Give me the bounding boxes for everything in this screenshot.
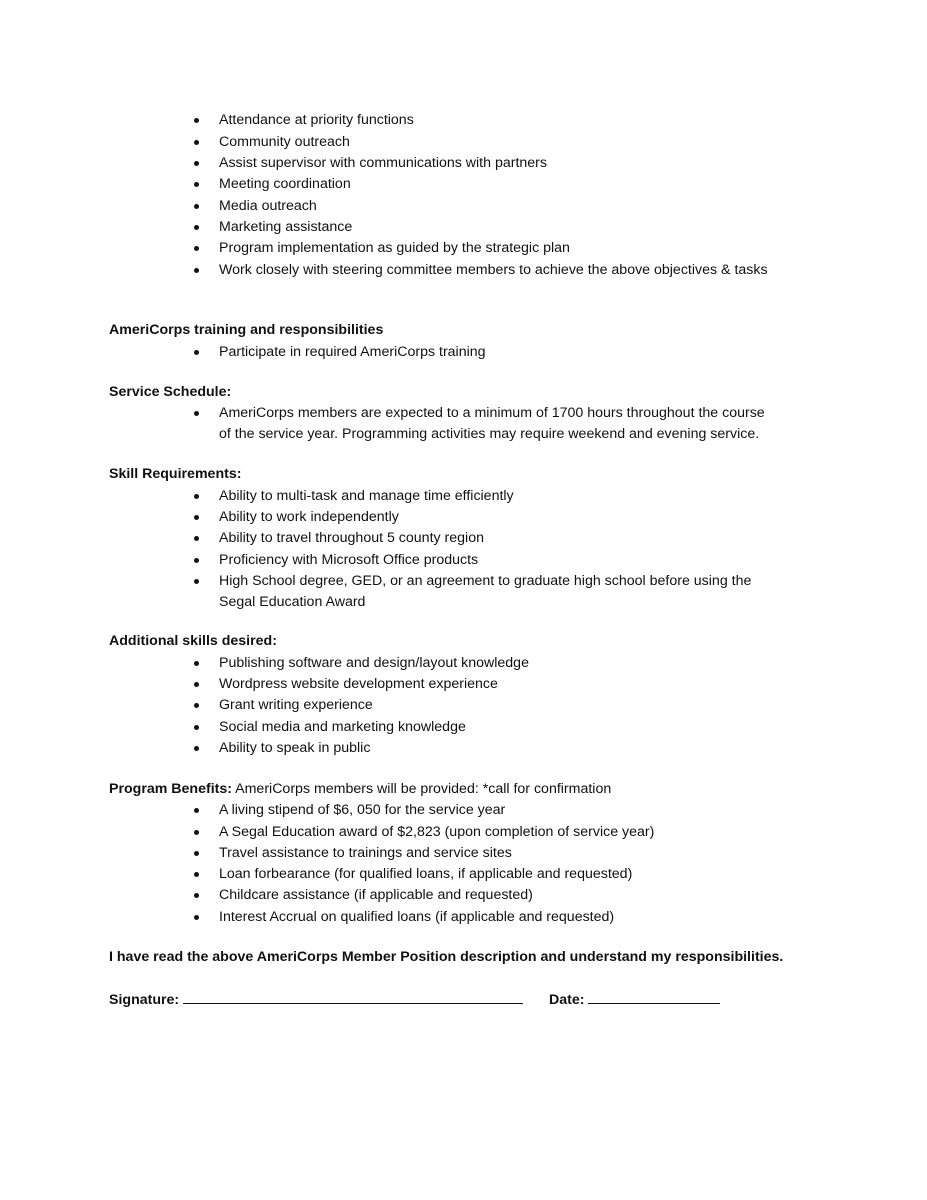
bullet-icon — [194, 682, 199, 687]
list-item: Loan forbearance (for qualified loans, if applicable and requested) — [219, 866, 633, 882]
bullet-icon — [194, 411, 199, 416]
signature-line[interactable] — [183, 989, 523, 1004]
bullet-icon — [194, 350, 199, 355]
list-item: Proficiency with Microsoft Office products — [219, 552, 479, 568]
section-heading-benefits: Program Benefits: — [109, 781, 232, 797]
bullet-icon — [194, 268, 199, 273]
list-item: A Segal Education award of $2,823 (upon completion of service year) — [219, 824, 655, 840]
date-line[interactable] — [588, 989, 720, 1004]
bullet-icon — [194, 161, 199, 166]
bullet-icon — [194, 808, 199, 813]
acknowledgement-statement: I have read the above AmeriCorps Member Position description and understand my responsibilities. — [109, 949, 784, 965]
bullet-icon — [194, 703, 199, 708]
list-item: Community outreach — [219, 134, 350, 150]
list-item: Interest Accrual on qualified loans (if applicable and requested) — [219, 909, 615, 925]
date-row — [549, 989, 720, 1009]
bullet-icon — [194, 204, 199, 209]
bullet-icon — [194, 515, 199, 520]
section-heading-skills: Skill Requirements: — [109, 466, 242, 482]
bullet-icon — [194, 661, 199, 666]
list-item: Travel assistance to trainings and service sites — [219, 845, 512, 861]
list-item: Program implementation as guided by the strategic plan — [219, 240, 570, 256]
list-item: High School degree, GED, or an agreement to graduate high school before using the — [219, 573, 752, 589]
list-item: Marketing assistance — [219, 219, 353, 235]
bullet-icon — [194, 851, 199, 856]
signature-row — [109, 989, 523, 1009]
signature-label: Signature: — [109, 992, 180, 1008]
list-item: Media outreach — [219, 198, 317, 214]
bullet-icon — [194, 915, 199, 920]
bullet-icon — [194, 725, 199, 730]
list-item: Grant writing experience — [219, 697, 373, 713]
list-item: Work closely with steering committee members to achieve the above objectives & tasks — [219, 262, 768, 278]
benefits-intro: AmeriCorps members will be provided: *call for confirmation — [231, 781, 612, 797]
date-label: Date: — [549, 992, 585, 1008]
bullet-icon — [194, 893, 199, 898]
list-item: A living stipend of $6, 050 for the service year — [219, 802, 506, 818]
section-heading-schedule: Service Schedule: — [109, 384, 232, 400]
list-item-continuation: Segal Education Award — [219, 594, 366, 610]
bullet-icon — [194, 746, 199, 751]
bullet-icon — [194, 182, 199, 187]
bullet-icon — [194, 494, 199, 499]
list-item: Childcare assistance (if applicable and requested) — [219, 887, 533, 903]
bullet-icon — [194, 140, 199, 145]
bullet-icon — [194, 872, 199, 877]
list-item: Participate in required AmeriCorps training — [219, 344, 486, 360]
list-item: Attendance at priority functions — [219, 112, 414, 128]
bullet-icon — [194, 579, 199, 584]
list-item: Ability to speak in public — [219, 740, 371, 756]
bullet-icon — [194, 225, 199, 230]
list-item: Assist supervisor with communications with partners — [219, 155, 548, 171]
list-item: Ability to work independently — [219, 509, 399, 525]
bullet-icon — [194, 830, 199, 835]
bullet-icon — [194, 118, 199, 123]
benefits-heading-line — [109, 780, 611, 798]
section-heading-additional: Additional skills desired: — [109, 633, 277, 649]
bullet-icon — [194, 246, 199, 251]
bullet-icon — [194, 536, 199, 541]
list-item: Meeting coordination — [219, 176, 351, 192]
list-item: Ability to travel throughout 5 county region — [219, 530, 484, 546]
section-heading-training: AmeriCorps training and responsibilities — [109, 322, 384, 338]
list-item: AmeriCorps members are expected to a minimum of 1700 hours throughout the course — [219, 405, 765, 421]
list-item-continuation: of the service year. Programming activities may require weekend and evening service. — [219, 426, 760, 442]
bullet-icon — [194, 558, 199, 563]
list-item: Social media and marketing knowledge — [219, 719, 466, 735]
list-item: Wordpress website development experience — [219, 676, 498, 692]
list-item: Ability to multi-task and manage time efficiently — [219, 488, 514, 504]
list-item: Publishing software and design/layout knowledge — [219, 655, 529, 671]
